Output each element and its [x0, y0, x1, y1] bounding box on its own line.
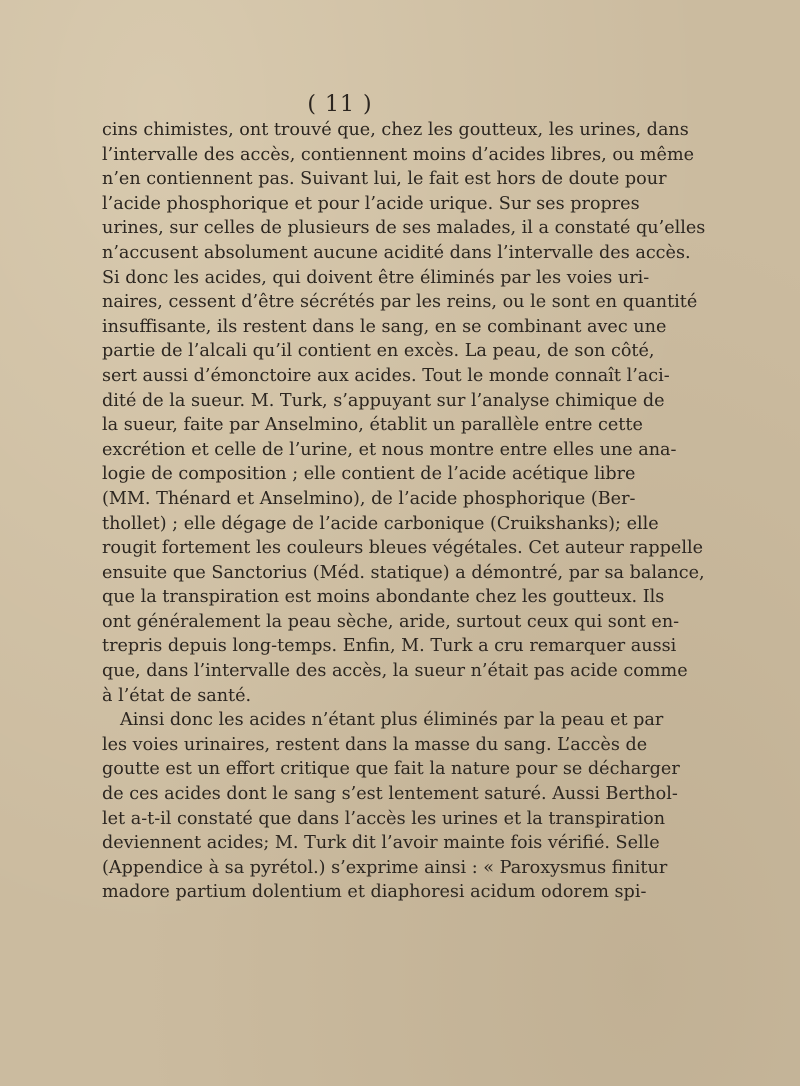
- text-line: goutte est un effort critique que fait la nature pour se décharger: [102, 759, 680, 780]
- text-line: n’accusent absolument aucune acidité dans l’intervalle des accès.: [102, 242, 691, 263]
- text-line: Ainsi donc les acides n’étant plus éliminés par la peau et par: [120, 710, 664, 731]
- text-line: ont généralement la peau sèche, aride, surtout ceux qui sont en-: [102, 611, 680, 632]
- text-line: à l’état de santé.: [102, 685, 252, 706]
- text-line: l’acide phosphorique et pour l’acide urique. Sur ses propres: [102, 193, 640, 214]
- text-line: l’intervalle des accès, contiennent moins d’acides libres, ou même: [102, 144, 695, 165]
- paragraph: [102, 708, 680, 905]
- text-line: logie de composition ; elle contient de l’acide acétique libre: [102, 464, 636, 485]
- text-line: n’en contiennent pas. Suivant lui, le fait est hors de doute pour: [102, 169, 667, 190]
- text-line: Si donc les acides, qui doivent être éliminés par les voies uri-: [102, 267, 650, 288]
- text-line: urines, sur celles de plusieurs de ses malades, il a constaté qu’elles: [102, 218, 706, 239]
- text-line: excrétion et celle de l’urine, et nous montre entre elles une ana-: [102, 439, 677, 460]
- text-line: que, dans l’intervalle des accès, la sueur n’était pas acide comme: [102, 661, 688, 682]
- text-line: partie de l’alcali qu’il contient en excès. La peau, de son côté,: [102, 341, 655, 362]
- text-line: cins chimistes, ont trouvé que, chez les goutteux, les urines, dans: [102, 120, 689, 140]
- text-line: trepris depuis long-temps. Enfin, M. Turk a cru remarquer aussi: [102, 636, 677, 657]
- text-line: thollet) ; elle dégage de l’acide carbonique (Cruikshanks); elle: [102, 513, 659, 534]
- text-line: let a-t-il constaté que dans l’accès les urines et la transpiration: [102, 808, 666, 829]
- text-line: insuffisante, ils restent dans le sang, en se combinant avec une: [102, 316, 667, 337]
- body-text: [102, 118, 706, 905]
- text-line: sert aussi d’émonctoire aux acides. Tout le monde connaît l’aci-: [102, 365, 670, 386]
- text-line: les voies urinaires, restent dans la masse du sang. L’accès de: [102, 734, 648, 755]
- paragraph: [102, 118, 706, 708]
- page-number: ( 11 ): [307, 92, 373, 117]
- text-line: (Appendice à sa pyrétol.) s’exprime ainsi : « Paroxysmus finitur: [102, 857, 668, 878]
- text-line: (MM. Thénard et Anselmino), de l’acide phosphorique (Ber-: [102, 488, 636, 509]
- text-line: rougit fortement les couleurs bleues végétales. Cet auteur rappelle: [102, 538, 703, 559]
- text-line: ensuite que Sanctorius (Méd. statique) a démontré, par sa balance,: [102, 562, 705, 583]
- text-line: que la transpiration est moins abondante chez les goutteux. Ils: [102, 587, 665, 608]
- text-line: la sueur, faite par Anselmino, établit un parallèle entre cette: [102, 415, 643, 436]
- text-line: madore partium dolentium et diaphoresi acidum odorem spi-: [102, 882, 647, 903]
- text-line: de ces acides dont le sang s’est lentement saturé. Aussi Berthol-: [102, 784, 678, 805]
- text-line: dité de la sueur. M. Turk, s’appuyant sur l’analyse chimique de: [102, 390, 665, 411]
- text-line: deviennent acides; M. Turk dit l’avoir mainte fois vérifié. Selle: [102, 833, 660, 854]
- text-line: naires, cessent d’être sécrétés par les reins, ou le sont en quantité: [102, 292, 698, 313]
